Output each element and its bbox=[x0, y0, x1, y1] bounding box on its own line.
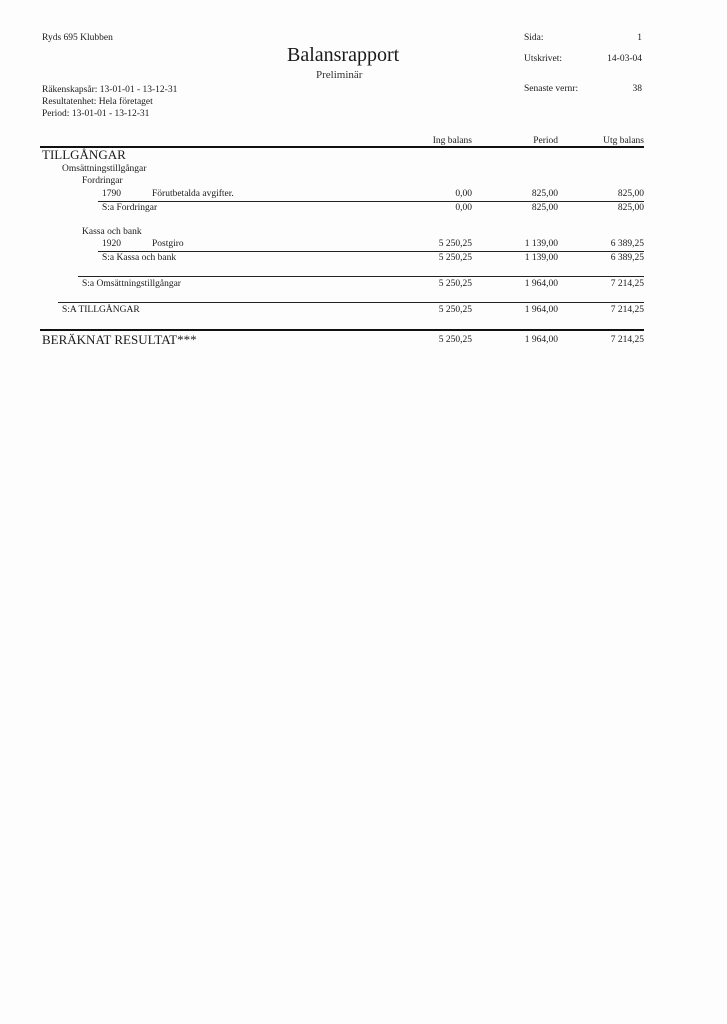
section-receivables: Fordringar bbox=[82, 176, 123, 186]
value-utg: 825,00 bbox=[617, 189, 644, 199]
value-utg: 6 389,25 bbox=[610, 253, 644, 263]
value-ing: 5 250,25 bbox=[438, 239, 472, 249]
account-number: 1790 bbox=[102, 189, 121, 199]
printed-label: Utskrivet: bbox=[524, 54, 562, 64]
row-rule bbox=[58, 302, 644, 303]
account-name: Förutbetalda avgifter. bbox=[152, 189, 234, 199]
page-number: 1 bbox=[637, 33, 642, 43]
value-period: 1 139,00 bbox=[524, 253, 558, 263]
value-period: 1 964,00 bbox=[524, 279, 558, 289]
sum-assets-label: S:A TILLGÅNGAR bbox=[62, 305, 140, 315]
value-utg: 7 214,25 bbox=[610, 335, 644, 345]
value-ing: 0,00 bbox=[455, 203, 472, 213]
report-title: Balansrapport bbox=[287, 44, 400, 66]
period: Period: 13-01-01 - 13-12-31 bbox=[42, 109, 150, 119]
col-header-utg: Utg balans bbox=[603, 136, 644, 146]
sum-cash-label: S:a Kassa och bank bbox=[102, 253, 177, 263]
result-label: BERÄKNAT RESULTAT*** bbox=[42, 332, 197, 347]
last-ver-label: Senaste vernr: bbox=[524, 84, 579, 94]
value-utg: 825,00 bbox=[617, 203, 644, 213]
value-ing: 5 250,25 bbox=[438, 279, 472, 289]
col-header-period: Period bbox=[533, 136, 558, 146]
page-label: Sida: bbox=[524, 33, 544, 43]
value-ing: 5 250,25 bbox=[438, 253, 472, 263]
row-rule bbox=[98, 201, 644, 202]
last-ver-number: 38 bbox=[632, 84, 642, 94]
col-header-ing: Ing balans bbox=[432, 136, 472, 146]
value-ing: 5 250,25 bbox=[438, 335, 472, 345]
value-ing: 0,00 bbox=[455, 189, 472, 199]
value-period: 825,00 bbox=[531, 189, 558, 199]
value-utg: 7 214,25 bbox=[610, 305, 644, 315]
value-ing: 5 250,25 bbox=[438, 305, 472, 315]
section-assets: TILLGÅNGAR bbox=[42, 147, 126, 162]
result-rule bbox=[40, 329, 644, 331]
account-number: 1920 bbox=[102, 239, 121, 249]
value-period: 1 964,00 bbox=[524, 335, 558, 345]
header-rule bbox=[40, 146, 644, 148]
printed-date: 14-03-04 bbox=[607, 54, 642, 64]
row-rule bbox=[78, 276, 644, 277]
value-utg: 6 389,25 bbox=[610, 239, 644, 249]
value-period: 1 139,00 bbox=[524, 239, 558, 249]
fiscal-year: Räkenskapsår: 13-01-01 - 13-12-31 bbox=[42, 85, 178, 95]
section-cash: Kassa och bank bbox=[82, 227, 142, 237]
value-period: 825,00 bbox=[531, 203, 558, 213]
value-utg: 7 214,25 bbox=[610, 279, 644, 289]
row-rule bbox=[98, 251, 644, 252]
company-name: Ryds 695 Klubben bbox=[42, 33, 113, 43]
sum-current-label: S:a Omsättningstillgångar bbox=[82, 279, 181, 289]
result-unit: Resultatenhet: Hela företaget bbox=[42, 97, 153, 107]
value-period: 1 964,00 bbox=[524, 305, 558, 315]
section-current-assets: Omsättningstillgångar bbox=[62, 164, 147, 174]
account-name: Postgiro bbox=[152, 239, 184, 249]
report-subtitle: Preliminär bbox=[316, 69, 363, 81]
sum-receivables-label: S:a Fordringar bbox=[102, 203, 158, 213]
